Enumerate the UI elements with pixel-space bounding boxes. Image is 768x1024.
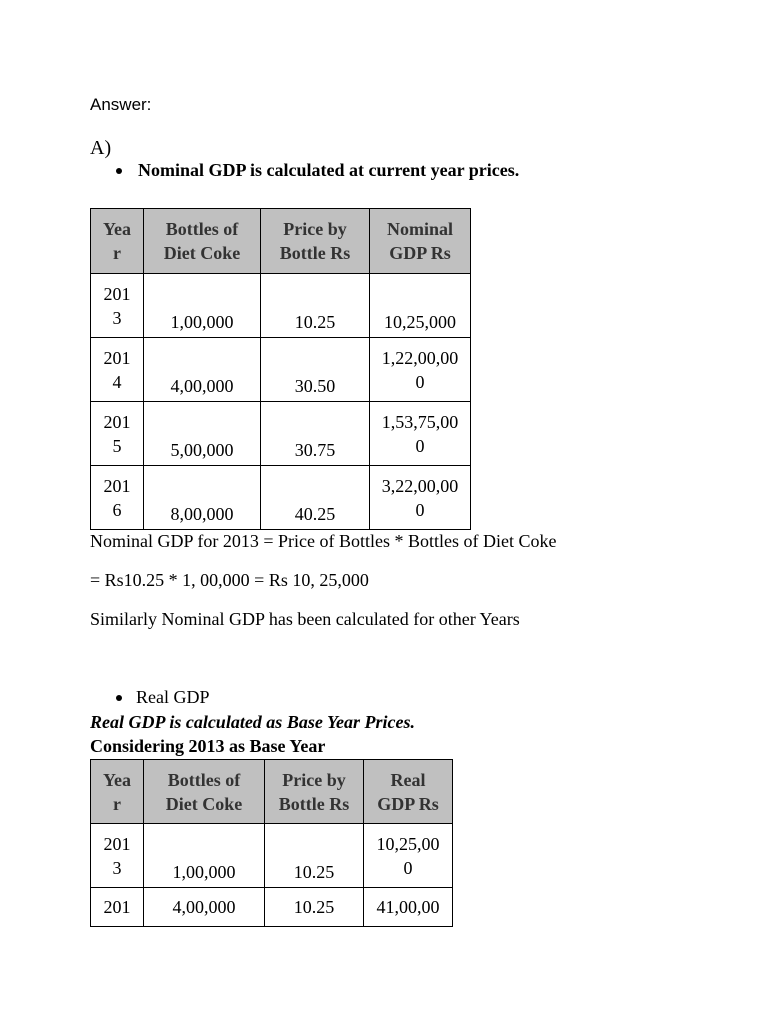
cell-bottles: 1,00,000 — [144, 274, 261, 338]
cell-price: 10.25 — [265, 824, 364, 888]
header-year: Yea r — [91, 209, 144, 274]
cell-price: 10.25 — [261, 274, 370, 338]
table-row — [91, 338, 471, 402]
answer-label: Answer: — [90, 95, 152, 114]
cell-price: 30.50 — [261, 338, 370, 402]
cell-bottles: 5,00,000 — [144, 402, 261, 466]
cell-price: 30.75 — [261, 402, 370, 466]
table-row — [91, 402, 471, 466]
table-header-row — [91, 209, 471, 274]
real-gdp-bullet-text: Real GDP — [136, 687, 210, 707]
nominal-gdp-table — [90, 208, 471, 530]
cell-year: 201 3 — [91, 274, 144, 338]
table-row — [91, 274, 471, 338]
real-gdp-bullet — [116, 687, 210, 708]
header-bottles: Bottles of Diet Coke — [144, 209, 261, 274]
explanation-line-1: Nominal GDP for 2013 = Price of Bottles * Bottles of Diet Coke — [90, 531, 557, 551]
header-nominal-gdp: Nominal GDP Rs — [370, 209, 471, 274]
real-gdp-table — [90, 759, 453, 927]
header-real-gdp: Real GDP Rs — [364, 760, 453, 824]
cell-year: 201 — [91, 888, 144, 927]
cell-year: 201 5 — [91, 402, 144, 466]
cell-gdp: 3,22,00,00 0 — [370, 466, 471, 530]
cell-gdp: 10,25,00 0 — [364, 824, 453, 888]
cell-bottles: 1,00,000 — [144, 824, 265, 888]
table-row — [91, 466, 471, 530]
header-year: Yea r — [91, 760, 144, 824]
table-row — [91, 888, 453, 927]
explanation-line-3: Similarly Nominal GDP has been calculated for other Years — [90, 609, 520, 629]
cell-bottles: 4,00,000 — [144, 888, 265, 927]
cell-gdp: 10,25,000 — [370, 274, 471, 338]
bullet-dot-icon — [116, 695, 122, 701]
cell-year: 201 6 — [91, 466, 144, 530]
cell-bottles: 8,00,000 — [144, 466, 261, 530]
nominal-gdp-bullet — [116, 160, 519, 181]
bullet-dot-icon — [116, 168, 122, 174]
cell-bottles: 4,00,000 — [144, 338, 261, 402]
cell-price: 40.25 — [261, 466, 370, 530]
table-header-row — [91, 760, 453, 824]
header-price: Price by Bottle Rs — [265, 760, 364, 824]
cell-gdp: 41,00,00 — [364, 888, 453, 927]
cell-gdp: 1,53,75,00 0 — [370, 402, 471, 466]
real-gdp-definition: Real GDP is calculated as Base Year Prices. — [90, 712, 415, 732]
base-year-note: Considering 2013 as Base Year — [90, 736, 326, 756]
nominal-gdp-bullet-text: Nominal GDP is calculated at current year prices. — [138, 160, 520, 180]
header-bottles: Bottles of Diet Coke — [144, 760, 265, 824]
cell-gdp: 1,22,00,00 0 — [370, 338, 471, 402]
cell-year: 201 3 — [91, 824, 144, 888]
explanation-line-2: = Rs10.25 * 1, 00,000 = Rs 10, 25,000 — [90, 570, 369, 590]
cell-year: 201 4 — [91, 338, 144, 402]
cell-price: 10.25 — [265, 888, 364, 927]
part-label: A) — [90, 137, 112, 159]
header-price: Price by Bottle Rs — [261, 209, 370, 274]
table-row — [91, 824, 453, 888]
